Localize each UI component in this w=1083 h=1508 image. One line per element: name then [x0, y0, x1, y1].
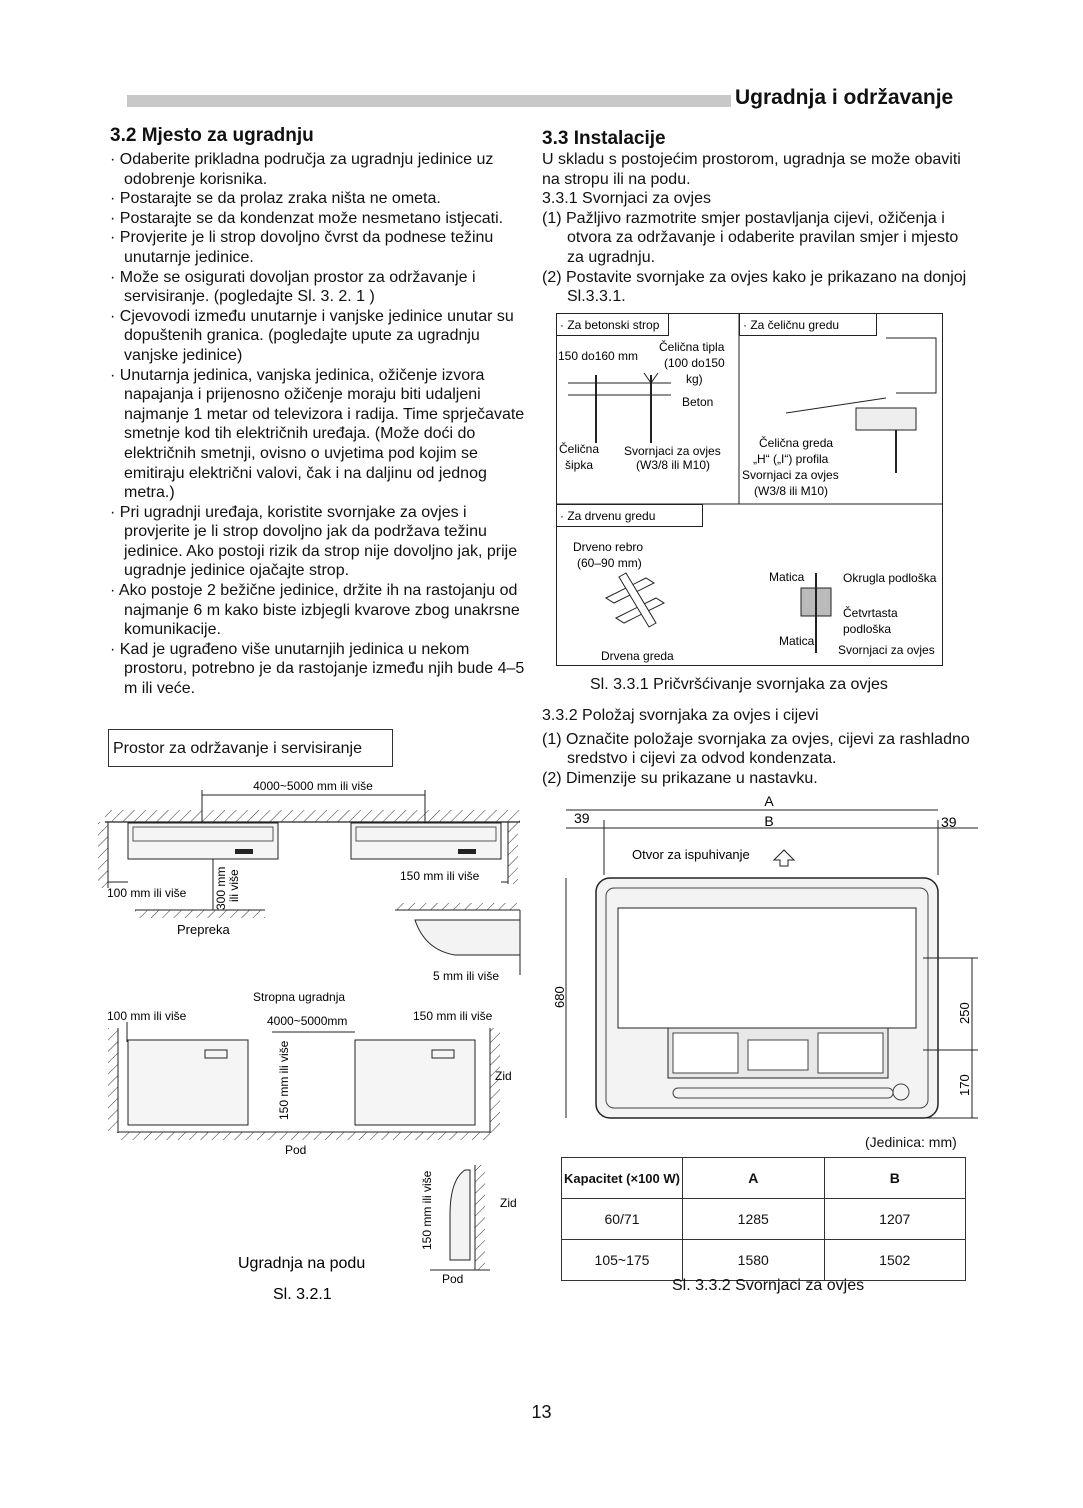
dim-top: 4000~5000 mm ili više: [253, 779, 373, 793]
floor-left-gap: 100 mm ili više: [107, 1009, 187, 1023]
dim-A: A: [764, 793, 774, 809]
round-washer: Okrugla podloška: [843, 571, 937, 585]
obstacle-label: Prepreka: [177, 922, 230, 937]
figure-3-3-2: [548, 790, 980, 1120]
step-2: (2) Postavite svornjake za ovjes kako je prikazano na donjoj Sl.3.3.1.: [542, 268, 967, 306]
floor-label: Pod: [285, 1143, 307, 1157]
floor2-label: Pod: [442, 1272, 464, 1286]
beam-c: Svornjaci za ovjes: [742, 468, 839, 482]
section-3-2-title: 3.2 Mjesto za ugradnju: [110, 125, 314, 146]
bullet: · Postarajte se da kondenzat može nesmetano istjecati.: [110, 209, 504, 227]
rib-a: Drveno rebro: [573, 540, 644, 554]
floor-right-gap: 150 mm ili više: [413, 1009, 493, 1023]
wall-label: Zid: [495, 1069, 512, 1083]
step-1: (1) Označite položaje svornjaka za ovjes, cijevi za rashladno sredstvo i cijevi za odvod kondenzata.: [542, 730, 970, 768]
bullet: · Cjevovodi između unutarnje i vanjske jedinice unutar su dopuštenih granica. (pogledajte upute za ugradnju vanjske jedinice): [110, 307, 514, 364]
page-number: 13: [531, 1402, 552, 1422]
floor-mount-label: Ugradnja na podu: [238, 1255, 366, 1272]
wood-beam: Drvena greda: [601, 649, 674, 663]
figure-3-2-1: [95, 770, 535, 1310]
right-gap: 150 mm ili više: [400, 869, 480, 883]
capacity-table: [561, 1157, 966, 1281]
bullet: · Unutarnja jedinica, vanjska jedinica, ožičenje izvora napajanja i prijenosno ožičenje moraju biti udaljeni najmanje 1 metar od televizora i radija. Time sprječavate smetnje kod tih električnih uređaja. (Može doći do električnih smetnji, ovisno o uvjetima pod kojim se emitiraju električni valovi, čak i na daljinu od jednog metra.): [110, 366, 525, 502]
bullet: · Postarajte se da prolaz zraka ništa ne ometa.: [110, 190, 441, 208]
unit-note: (Jedinica: mm): [865, 1134, 957, 1150]
ceiling-mount: Stropna ugradnja: [253, 990, 346, 1004]
ceiling-gap-a: 300 mm: [214, 866, 228, 910]
rod-a: Čelična: [559, 442, 600, 456]
table-cell: 1580: [683, 1240, 825, 1281]
rib-b: (60–90 mm): [577, 556, 642, 570]
bullet: · Ako postoje 2 bežične jedinice, držite ih na rastojanju od najmanje 6 m kako biste izbjegli kvarove zbog unakrsne komunikacije.: [110, 582, 520, 639]
bolts3-label: Svornjaci za ovjes: [838, 643, 935, 657]
step-2: (2) Dimenzije su prikazane u nastavku.: [542, 769, 818, 787]
concrete-label: · Za betonski strop: [560, 318, 660, 332]
outlet-label: Otvor za ispuhivanje: [632, 847, 750, 862]
min-gap: 5 mm ili više: [433, 969, 500, 983]
bullet: · Odaberite prikladna područja za ugradnju jedinice uz odobrenje korisnika.: [110, 151, 494, 188]
table-row: [562, 1240, 966, 1281]
bullet: · Kad je ugrađeno više unutarnjih jedinica u nekom prostoru, potrebno je da rastojanje između njih bude 4–5 m ili veće.: [110, 640, 525, 698]
bullet: · Može se osigurati dovoljan prostor za održavanje i servisiranje. (pogledajte Sl. 3. 2. 1 ): [110, 268, 476, 306]
table-row: [562, 1199, 966, 1240]
dim-250: 250: [957, 1002, 972, 1024]
table-cell: 60/71: [562, 1199, 683, 1240]
dowel-c: kg): [686, 372, 703, 386]
beam-b: „H“ („I“) profila: [753, 452, 829, 466]
ceiling-gap-b: ili više: [227, 869, 241, 902]
service-space-label: Prostor za održavanje i servisiranje: [108, 729, 393, 767]
bolts-b: (W3/8 ili M10): [636, 458, 711, 472]
step-1: (1) Pažljivo razmotrite smjer postavljanja cijevi, ožičenja i otvora za održavanje i odaberite pravilan smjer i mjesto za ugradnju.: [542, 209, 959, 266]
bolts-a: Svornjaci za ovjes: [624, 444, 721, 458]
dim-B: B: [764, 813, 774, 829]
sub-3-3-2: 3.3.2 Položaj svornjaka za ovjes i cijevi: [542, 707, 819, 724]
figure-3-3-1: [556, 313, 944, 668]
dim-150: 150 do160 mm: [558, 349, 639, 363]
beam-d: (W3/8 ili M10): [754, 484, 829, 498]
intro: U skladu s postojećim prostorom, ugradnja se može obaviti na stropu ili na podu.: [542, 151, 961, 188]
left-gap: 100 mm ili više: [107, 886, 187, 900]
concrete-word: Beton: [682, 395, 714, 409]
floor-span: 4000~5000mm: [267, 1014, 348, 1028]
table-cell: 1207: [824, 1199, 966, 1240]
section-3-3-text: [542, 150, 972, 307]
dowel-a: Čelična tipla: [659, 340, 725, 354]
header-bar: [127, 95, 731, 107]
section-3-3-title: 3.3 Instalacije: [542, 128, 666, 149]
table-cell: 1285: [683, 1199, 825, 1240]
nut2-label: Matica: [779, 634, 815, 648]
table-header-row: [562, 1158, 966, 1199]
table-header: A: [683, 1158, 825, 1199]
table-header: B: [824, 1158, 966, 1199]
sub-3-3-1: 3.3.1 Svornjaci za ovjes: [542, 190, 711, 208]
square-b: podloška: [843, 622, 892, 636]
side-gap: 150 mm ili više: [420, 1170, 434, 1250]
table-cell: 105~175: [562, 1240, 683, 1281]
wall2-label: Zid: [500, 1196, 517, 1210]
page-header-title: Ugradnja i održavanje: [735, 86, 954, 109]
nut-label: Matica: [769, 570, 805, 584]
floor-top-gap: 150 mm ili više: [277, 1040, 291, 1120]
dowel-b: (100 do150: [664, 356, 725, 370]
steel-beam-label: · Za čeličnu gredu: [743, 318, 840, 332]
square-a: Četvrtasta: [843, 606, 898, 620]
dim-39-left: 39: [574, 810, 590, 826]
figure-3-3-1-caption: Sl. 3.3.1 Pričvršćivanje svornjaka za ovjes: [590, 676, 888, 693]
table-header: Kapacitet (×100 W): [562, 1158, 683, 1199]
rod-b: šipka: [565, 458, 594, 472]
figure-3-2-1-caption: Sl. 3.2.1: [273, 1286, 332, 1303]
dim-680: 680: [552, 986, 567, 1008]
figure-3-3-2-caption: Sl. 3.3.2 Svornjaci za ovjes: [672, 1277, 865, 1294]
section-3-2-bullets: [110, 150, 530, 699]
beam-a: Čelična greda: [759, 436, 834, 450]
wood-label: · Za drvenu gredu: [560, 509, 656, 523]
table-cell: 1502: [824, 1240, 966, 1281]
bullet: · Provjerite je li strop dovoljno čvrst da podnese težinu unutarnje jedinice.: [110, 229, 494, 266]
section-3-3-2-text: [542, 706, 972, 788]
dim-39-right: 39: [941, 814, 957, 830]
bullet: · Pri ugradnji uređaja, koristite svornjake za ovjes i provjerite je li strop dovoljno jak da podržava težinu jedinice. Ako postoji rizik da strop nije dovoljno jak, prije ugradnje jedinice ojačajte strop.: [110, 503, 518, 580]
dim-170: 170: [957, 1074, 972, 1096]
